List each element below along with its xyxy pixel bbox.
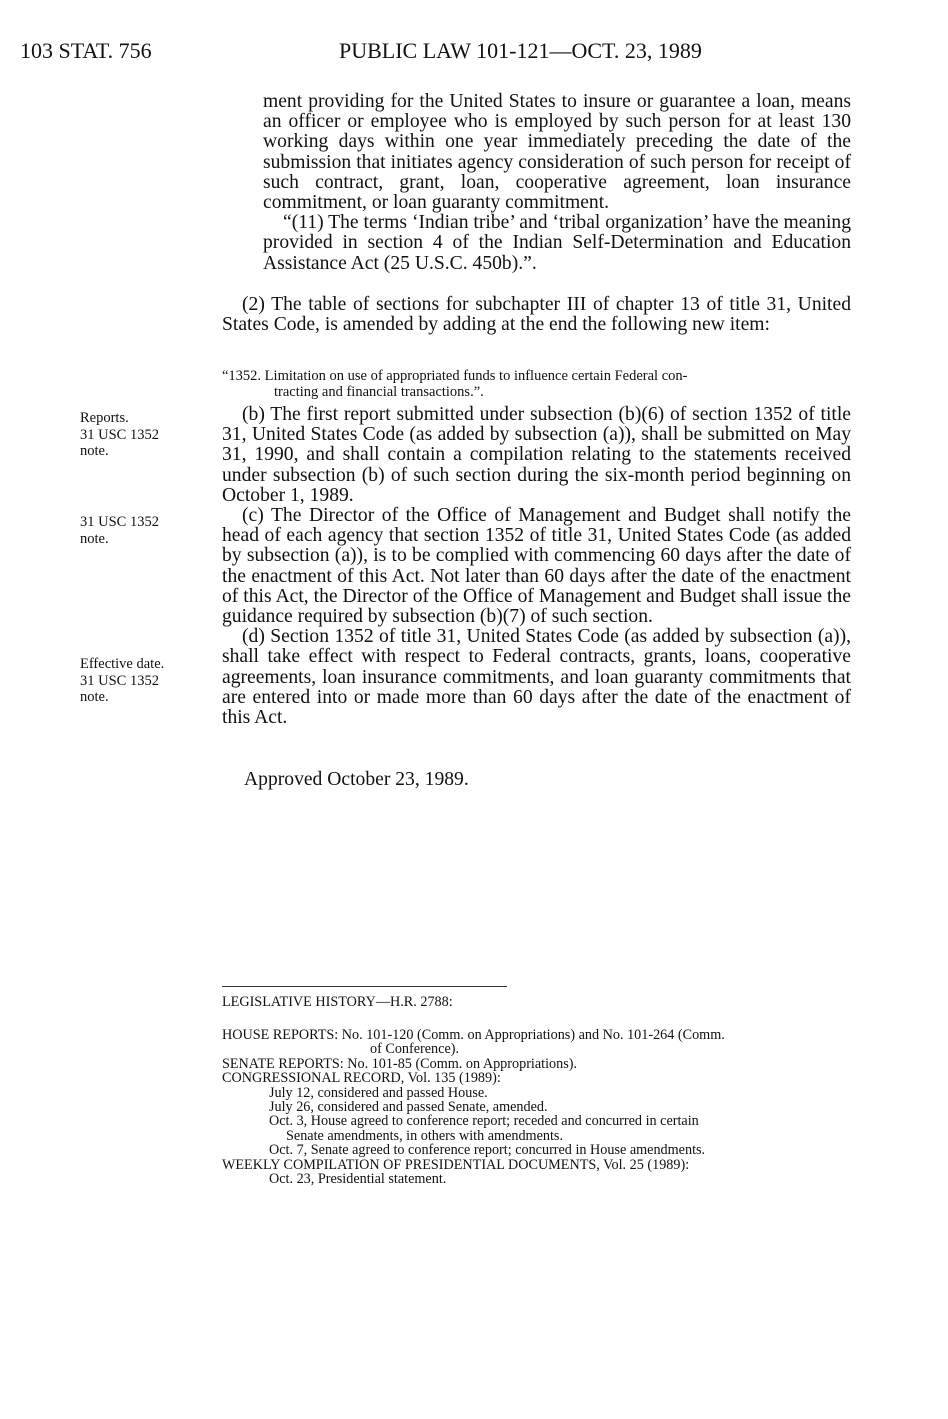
- statute-page-number: 103 STAT. 756: [20, 38, 152, 63]
- table-of-sections-item: [222, 369, 850, 400]
- legislative-history-title: LEGISLATIVE HISTORY—H.R. 2788:: [222, 994, 453, 1010]
- cr-entry: July 26, considered and passed Senate, amended.: [269, 1099, 548, 1116]
- margin-note-line: 31 USC 1352: [80, 514, 159, 530]
- wc-entry: Oct. 23, Presidential statement.: [269, 1171, 447, 1188]
- cr-entry: Oct. 7, Senate agreed to conference report; concurred in House amendments.: [269, 1142, 706, 1159]
- margin-note-usc: [80, 514, 159, 547]
- margin-note-line: note.: [80, 443, 109, 459]
- congressional-record: CONGRESSIONAL RECORD, Vol. 135 (1989):: [222, 1070, 501, 1087]
- para-continuation: ment providing for the United States to insure or guarantee a loan, means an officer or employee who is employed by such person for at least 130 working days within one year immediately preceding the date of the submission that initiates agency consideration of such person for receipt of such contract, grant, loan, cooperative agreement, loan insurance commitment, or loan guaranty commitment.: [263, 91, 851, 214]
- margin-note-line: note.: [80, 530, 109, 547]
- para-d: (d) Section 1352 of title 31, United States Code (as added by subsection (a)), shall take effect with respect to Federal contracts, grants, loans, cooperative agreements, loan insurance commitments, and loan guaranty commitments that are entered into or made more than 60 days after the date of the enactment of this Act.: [222, 626, 851, 729]
- running-header: PUBLIC LAW 101-121—OCT. 23, 1989: [339, 38, 702, 63]
- margin-note-line: 31 USC 1352: [80, 672, 159, 689]
- section-table-amendment: [222, 295, 851, 335]
- approval-date: Approved October 23, 1989.: [244, 769, 469, 790]
- para-b: (b) The first report submitted under subsection (b)(6) of section 1352 of title 31, United States Code (as added by subsection (a)), shall be submitted on May 31, 1990, and shall contain a compilation relating to the statements received under subsection (b) of such section during the six-month period beginning on October 1, 1989.: [222, 404, 851, 506]
- house-reports-cont: of Conference).: [370, 1041, 460, 1058]
- para-c: (c) The Director of the Office of Management and Budget shall notify the head of each agency that section 1352 of title 31, United States Code (as added by subsection (a)), is to be complied with commencing 60 days after the date of the enactment of this Act. Not later than 60 days after the date of the enactment of this Act, the Director of the Office of Management and Budget shall issue the guidance required by subsection (b)(7) of such section.: [222, 505, 851, 628]
- subsections-bcd: [222, 405, 851, 728]
- para-11: “(11) The terms ‘Indian tribe’ and ‘tribal organization’ have the meaning provided in section 4 of the Indian Self-Determination and Education Assistance Act (25 U.S.C. 450b).”.: [263, 212, 851, 274]
- margin-note-line: note.: [80, 689, 109, 705]
- para-2: (2) The table of sections for subchapter III of chapter 13 of title 31, United States Code, is amended by adding at the end the following new item:: [222, 294, 851, 336]
- margin-note-line: Effective date.: [80, 656, 165, 672]
- legislative-history-rule: [222, 986, 507, 987]
- cr-entry: Oct. 3, House agreed to conference report; receded and concurred in certain: [269, 1113, 699, 1130]
- cr-entry: July 12, considered and passed House.: [269, 1084, 488, 1101]
- cr-entry-cont: Senate amendments, in others with amendments.: [286, 1127, 563, 1144]
- margin-note-effective-date: [80, 656, 164, 706]
- margin-note-reports: [80, 410, 159, 460]
- weekly-compilation: WEEKLY COMPILATION OF PRESIDENTIAL DOCUMENTS, Vol. 25 (1989):: [222, 1156, 690, 1173]
- margin-note-line: 31 USC 1352: [80, 426, 159, 443]
- senate-reports: SENATE REPORTS: No. 101-85 (Comm. on Appropriations).: [222, 1055, 578, 1072]
- legislative-history: [222, 1028, 725, 1186]
- table-item-line-2: tracting and financial transactions.”.: [274, 383, 484, 400]
- definition-text: [263, 92, 851, 274]
- house-reports: HOUSE REPORTS: No. 101-120 (Comm. on Appropriations) and No. 101-264 (Comm.: [222, 1027, 725, 1043]
- table-item-line-1: “1352. Limitation on use of appropriated funds to influence certain Federal con-: [222, 368, 688, 384]
- margin-note-line: Reports.: [80, 410, 129, 426]
